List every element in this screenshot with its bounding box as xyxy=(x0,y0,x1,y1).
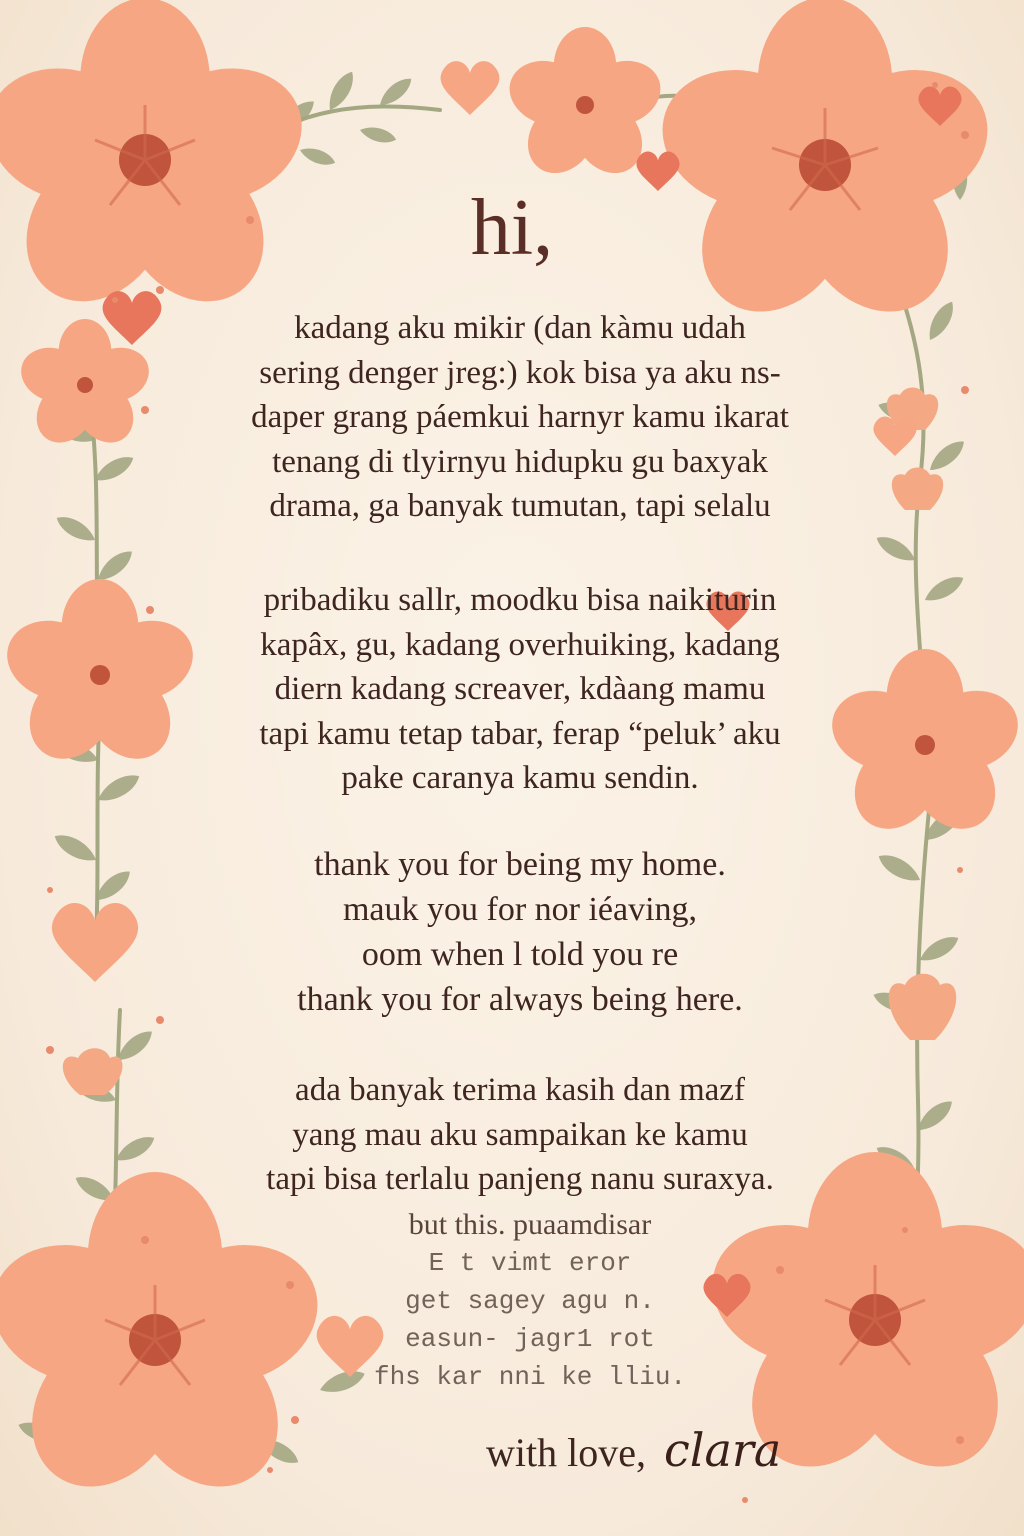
faded-line: easun- jagr1 rot xyxy=(405,1324,655,1354)
signature: clara xyxy=(663,1423,782,1477)
faded-line: fhs kar nni ke lliu. xyxy=(373,1362,687,1392)
paragraph-line: mauk you for nor iéaving, xyxy=(342,891,698,928)
greeting: hi, xyxy=(470,184,554,272)
paragraph-line: diern kadang screaver, kdàang mamu xyxy=(274,671,766,707)
paragraph-3 xyxy=(170,842,870,1022)
faded-lines xyxy=(330,1206,730,1396)
faded-line: but this. puaamdisar xyxy=(408,1208,652,1241)
paragraph-line: oom when l told you re xyxy=(361,936,679,973)
paragraph-line: kapâx, gu, kadang overhuiking, kadang xyxy=(260,626,780,663)
paragraph-line: kadang aku mikir (dan kàmu udah xyxy=(294,310,746,346)
paragraph-line: tenang di tlyirnyu hidupku gu baxyak xyxy=(272,443,768,480)
closing: with love, xyxy=(486,1430,646,1475)
paragraph-line: thank you for always being here. xyxy=(297,981,743,1018)
paragraph-line: yang mau aku sampaikan ke kamu xyxy=(292,1116,748,1153)
paragraph-line: pribadiku sallr, moodku bisa naikiturin xyxy=(263,582,777,618)
paragraph-line: ada banyak terima kasih dan mazf xyxy=(295,1072,745,1108)
faded-line: E t vimt eror xyxy=(428,1248,632,1278)
paragraph-line: tapi bisa terlalu panjeng nanu suraxya. xyxy=(266,1161,774,1197)
paragraph-line: drama, ga banyak tumutan, tapi selalu xyxy=(269,488,771,524)
paragraph-line: pake caranya kamu sendin. xyxy=(341,760,699,796)
paragraph-line: sering denger jreg:) kok bisa ya aku ns- xyxy=(259,354,781,391)
sign-off xyxy=(486,1420,781,1483)
paragraph-4 xyxy=(170,1068,870,1202)
paragraph-line: thank you for being my home. xyxy=(314,846,726,883)
paragraph-1 xyxy=(170,306,870,529)
paragraph-line: tapi kamu tetap tabar, ferap “peluk’ aku xyxy=(259,715,781,752)
faded-line: get sagey agu n. xyxy=(405,1286,655,1316)
paragraph-line: daper grang páemkui harnyr kamu ikarat xyxy=(251,399,789,435)
paragraph-2 xyxy=(170,578,870,801)
